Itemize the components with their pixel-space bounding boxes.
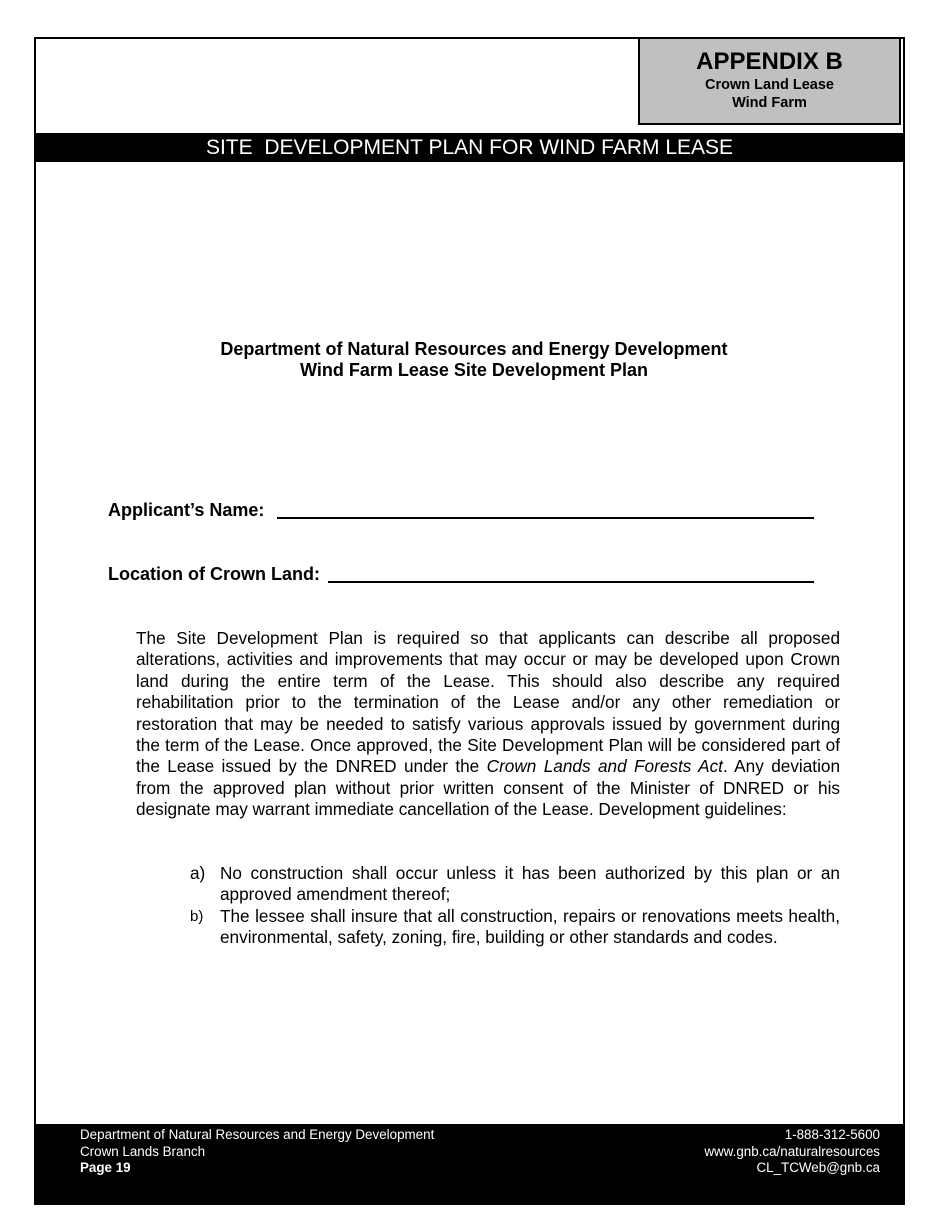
list-item (190, 863, 840, 906)
guideline-text: No construction shall occur unless it has been authorized by this plan or an approved amendment thereof; (220, 863, 840, 905)
page-number: Page 19 (80, 1160, 131, 1175)
body-paragraph (136, 628, 840, 821)
appendix-title: APPENDIX B (696, 48, 843, 75)
list-marker: a) (190, 863, 206, 883)
footer-right (704, 1127, 880, 1177)
list-marker: b) (190, 907, 204, 925)
appendix-box (638, 37, 901, 125)
applicant-name-label: Applicant’s Name: (108, 500, 265, 520)
footer-branch: Crown Lands Branch (80, 1143, 206, 1159)
document-title-bar: SITE DEVELOPMENT PLAN FOR WIND FARM LEASE (34, 133, 905, 162)
footer-department: Department of Natural Resources and Energy Development (80, 1127, 435, 1142)
guideline-text: The lessee shall insure that all construction, repairs or renovations meets health, environmental, safety, zoning, fire, building or other standards and codes. (220, 905, 840, 948)
heading-form-name: Wind Farm Lease Site Development Plan (300, 360, 648, 380)
page-frame (34, 37, 905, 1205)
crown-land-location-label: Location of Crown Land: (108, 564, 320, 584)
footer-website: www.gnb.ca/naturalresources (704, 1143, 880, 1159)
footer-left (80, 1127, 434, 1177)
page-footer (34, 1124, 905, 1205)
appendix-subtitle-lease: Crown Land Lease (705, 77, 834, 93)
applicant-name-field[interactable] (277, 517, 814, 519)
crown-land-location-field[interactable] (328, 581, 814, 583)
guidelines-list (190, 863, 840, 949)
footer-email: CL_TCWeb@gnb.ca (756, 1160, 880, 1175)
form-heading (34, 339, 914, 381)
appendix-subtitle-wind-farm: Wind Farm (732, 95, 807, 111)
list-item (190, 906, 840, 949)
body-text-part-2: . Any deviation from the approved plan without prior written consent of the Minister of DNRED or his designate may warrant immediate cancellation of the Lease. Development guidelines: (136, 756, 841, 820)
act-name: Crown Lands and Forests Act (486, 756, 723, 777)
body-text-part-1: The Site Development Plan is required so that applicants can describe all proposed alterations, activities and improvements that may occur or may be developed upon Crown land during the entire term of the Lease. This should also describe any required rehabilitation prior to the termination of the Lease and/or any other remediation or restoration that may be needed to satisfy various approvals issued by government during the term of the Lease. Once approved, the Site Development Plan will be considered part of the Lease issued by the DNRED under the (136, 628, 840, 777)
heading-department: Department of Natural Resources and Energy Development (220, 339, 728, 359)
footer-phone: 1-888-312-5600 (784, 1127, 880, 1142)
